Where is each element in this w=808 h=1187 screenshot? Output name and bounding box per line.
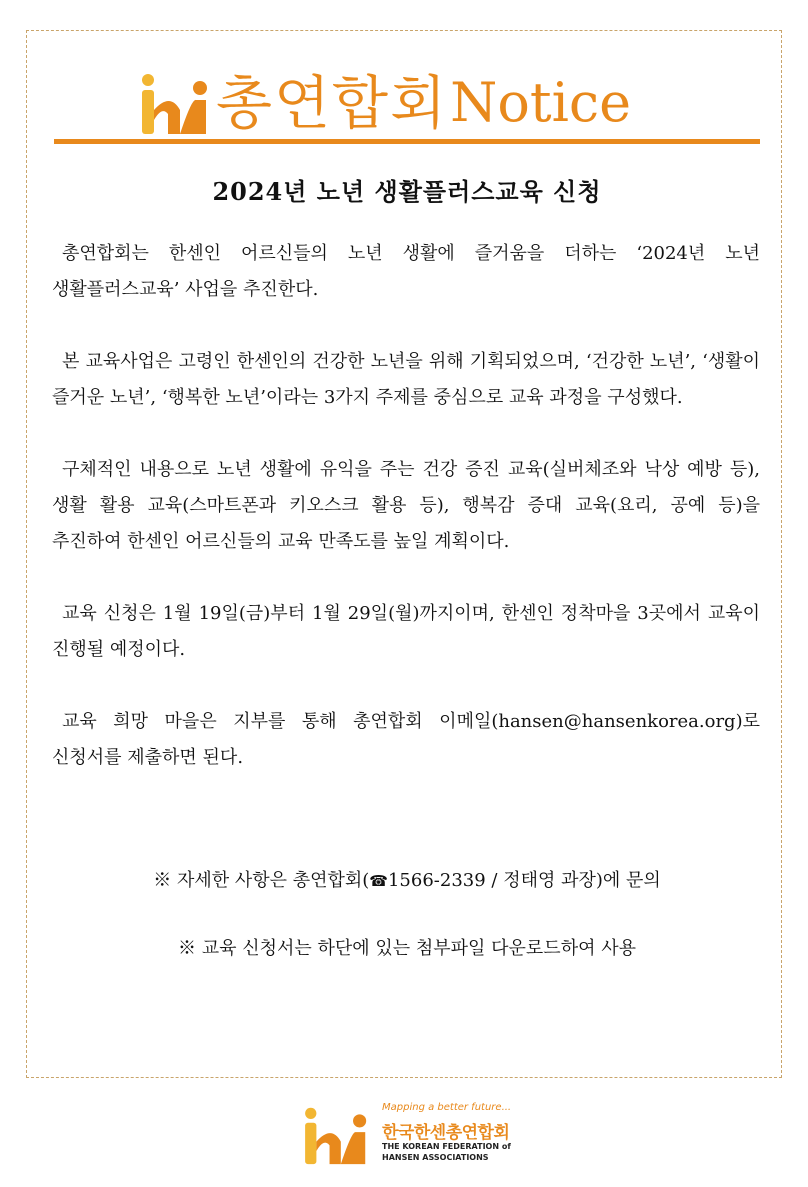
footer-tagline: Mapping a better future... bbox=[382, 1102, 512, 1113]
footer-org-name-en-line1: THE KOREAN FEDERATION of bbox=[382, 1142, 511, 1151]
header-notice-label: Notice bbox=[450, 71, 632, 134]
phone-icon: ☎ bbox=[369, 872, 388, 890]
header-divider bbox=[54, 139, 760, 144]
notice-header bbox=[140, 66, 631, 136]
federation-logo-icon bbox=[140, 70, 214, 136]
body-paragraph: 본 교육사업은 고령인 한센인의 건강한 노년을 위해 기획되었으며, ‘건강한 노년’, ‘생활이 즐거운 노년’, ‘행복한 노년’이라는 3가지 주제를 중심으로 교육 과정을 구성했다. bbox=[52, 351, 760, 408]
footer-org-name-en-line2: HANSEN ASSOCIATIONS bbox=[382, 1153, 489, 1162]
footer-logo-block bbox=[302, 1098, 542, 1168]
body-paragraph: 교육 희망 마을은 지부를 통해 총연합회 이메일(hansen@hansenkorea.org)로 신청서를 제출하면 된다. bbox=[52, 711, 760, 768]
contact-note bbox=[54, 866, 760, 896]
header-org-name: 총연합회 bbox=[216, 69, 449, 137]
contact-note-prefix: ※ 자세한 사항은 총연합회( bbox=[153, 870, 370, 891]
contact-note-suffix: 1566-2339 / 정태영 과장)에 문의 bbox=[387, 870, 661, 891]
body-paragraph: 교육 신청은 1월 19일(금)부터 1월 29일(월)까지이며, 한센인 정착마을 3곳에서 교육이 진행될 예정이다. bbox=[52, 603, 760, 660]
body-paragraph: 총연합회는 한센인 어르신들의 노년 생활에 즐거움을 더하는 ‘2024년 노년 생활플러스교육’ 사업을 추진한다. bbox=[52, 243, 760, 300]
page-title: 2024년 노년 생활플러스교육 신청 bbox=[212, 177, 602, 206]
footer-org-name: 한국한센총연합회 bbox=[382, 1123, 510, 1143]
footer-logo-icon bbox=[302, 1104, 374, 1166]
body-paragraph: 구체적인 내용으로 노년 생활에 유익을 주는 건강 증진 교육(실버체조와 낙상 예방 등), 생활 활용 교육(스마트폰과 키오스크 활용 등), 행복감 증대 교육(요리, 공예 등)을 추진하여 한센인 어르신들의 교육 만족도를 높일 계획이다. bbox=[52, 459, 760, 552]
attachment-note: ※ 교육 신청서는 하단에 있는 첨부파일 다운로드하여 사용 bbox=[178, 938, 636, 959]
notice-body bbox=[52, 236, 760, 812]
